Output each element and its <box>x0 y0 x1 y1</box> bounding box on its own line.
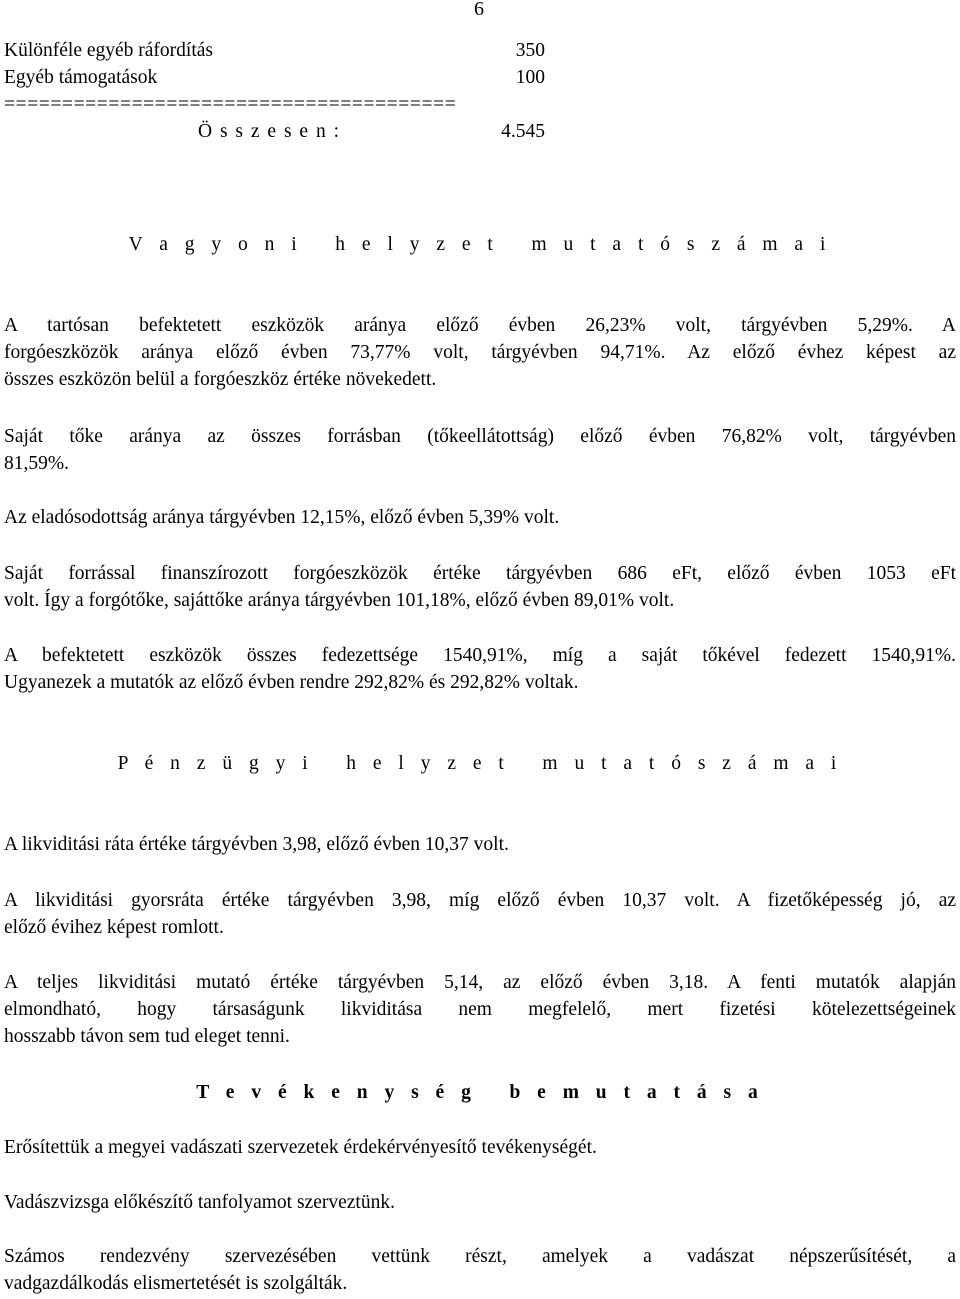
text-line: Saját tőke aránya az összes forrásban (tőkeellátottság) előző évben 76,82% volt, tárgyévben <box>4 426 956 447</box>
paragraph-activity-3 <box>4 1243 956 1297</box>
expense-row <box>4 64 545 91</box>
text-line: Ugyanezek a mutatók az előző évben rendre 292,82% és 292,82% voltak. <box>4 672 579 693</box>
paragraph-equity-ratio <box>4 423 956 477</box>
separator-line: ======================================= <box>4 94 457 115</box>
text-line: A likviditási gyorsráta értéke tárgyévben 3,98, míg előző évben 10,37 volt. A fizetőképesség jó, az <box>4 890 956 911</box>
total-label: Ö s s z e s e n : <box>198 121 341 142</box>
text-line: 81,59%. <box>4 453 69 474</box>
text-line: A teljes likviditási mutató értéke tárgyévben 5,14, az előző évben 3,18. A fenti mutatók alapján <box>4 972 956 993</box>
text-line: hosszabb távon sem tud eleget tenni. <box>4 1026 290 1047</box>
paragraph-total-liquidity <box>4 969 956 1050</box>
text-line: Saját forrással finanszírozott forgóeszközök értéke tárgyévben 686 eFt, előző évben 1053 eFt <box>4 563 956 584</box>
expense-label: Különféle egyéb ráfordítás <box>4 40 213 61</box>
page-number: 6 <box>474 0 484 20</box>
expense-label: Egyéb támogatások <box>4 67 158 88</box>
text-line: előző évihez képest romlott. <box>4 917 224 938</box>
text-line: volt. Így a forgótőke, sajáttőke aránya tárgyévben 101,18%, előző évben 89,01% volt. <box>4 590 675 611</box>
text-line: Számos rendezvény szervezésében vettünk részt, amelyek a vadászat népszerűsítését, a <box>4 1246 956 1267</box>
paragraph-quick-ratio <box>4 887 956 941</box>
text-line: A tartósan befektetett eszközök aránya előző évben 26,23% volt, tárgyévben 5,29%. A <box>4 315 956 336</box>
section-heading-activity-text: T e v é k e n y s é g b e m u t a t á s a <box>196 1082 764 1103</box>
total-value: 4.545 <box>501 121 545 142</box>
section-heading-activity <box>0 1079 960 1106</box>
paragraph-assets-ratio <box>4 312 956 393</box>
text-line: elmondható, hogy társaságunk likviditása nem megfelelő, mert fizetési kötelezettségeinek <box>4 999 956 1020</box>
section-heading-finance: P é n z ü g y i h e l y z e t m u t a t ó s z á m a i <box>117 753 843 774</box>
paragraph-coverage <box>4 642 956 696</box>
section-heading-assets: V a g y o n i h e l y z e t m u t a t ó s z á m a i <box>128 234 832 255</box>
paragraph-activity-2: Vadászvizsga előkészítő tanfolyamot szerveztünk. <box>4 1192 395 1213</box>
expense-value: 100 <box>515 67 545 88</box>
paragraph-working-capital <box>4 560 956 614</box>
text-line: forgóeszközök aránya előző évben 73,77% volt, tárgyévben 94,71%. Az előző évhez képest az <box>4 342 956 363</box>
text-line: összes eszközön belül a forgóeszköz értéke növekedett. <box>4 369 437 390</box>
text-line: A befektetett eszközök összes fedezettsége 1540,91%, míg a saját tőkével fedezett 1540,91%. <box>4 645 956 666</box>
expense-row <box>4 37 545 64</box>
paragraph-liquidity-ratio: A likviditási ráta értéke tárgyévben 3,98, előző évben 10,37 volt. <box>4 834 509 855</box>
text-line: vadgazdálkodás elismertetését is szolgálták. <box>4 1273 348 1294</box>
paragraph-debt-ratio: Az eladósodottság aránya tárgyévben 12,15%, előző évben 5,39% volt. <box>4 507 560 528</box>
expense-value: 350 <box>515 40 545 61</box>
paragraph-activity-1: Erősítettük a megyei vadászati szervezetek érdekérvényesítő tevékenységét. <box>4 1137 597 1158</box>
